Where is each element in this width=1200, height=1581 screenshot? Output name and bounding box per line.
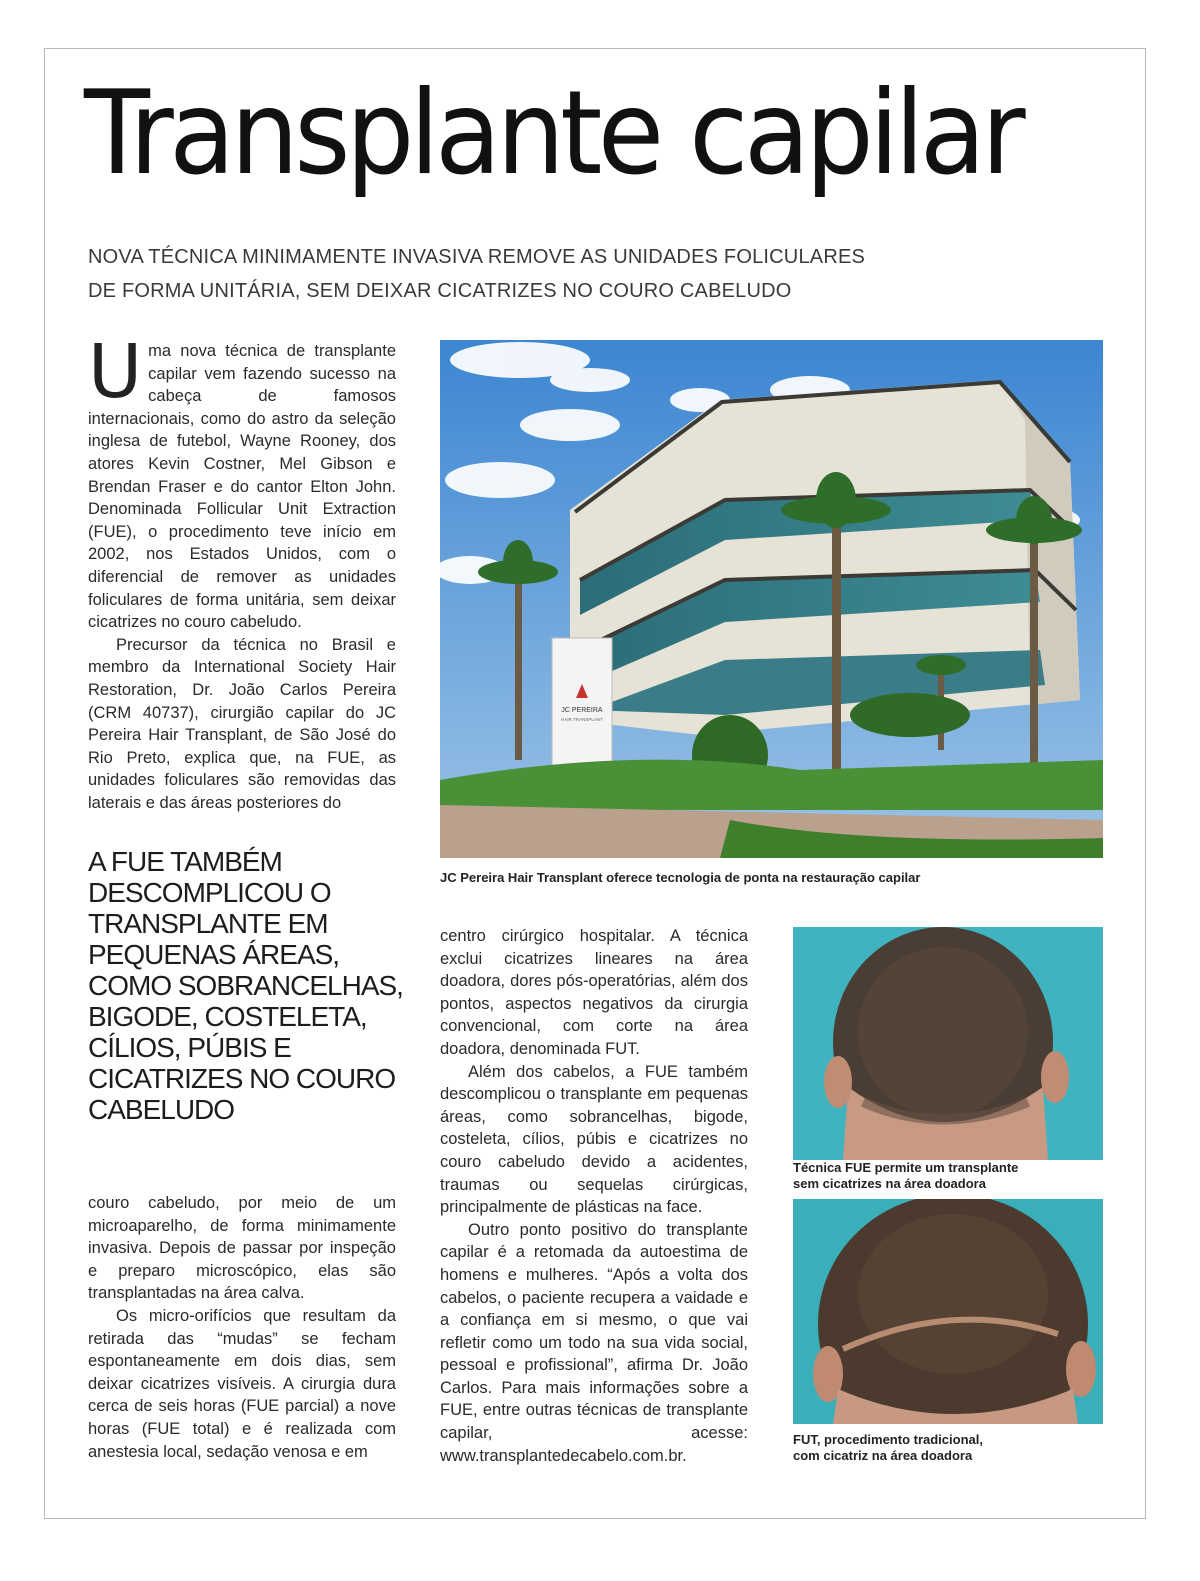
fut-photo-caption <box>793 1432 1103 1464</box>
fut-photo <box>793 1199 1103 1424</box>
caption-line: FUT, procedimento tradicional, <box>793 1432 983 1447</box>
paragraph: centro cirúrgico hospitalar. A técnica exclui cicatrizes lineares na área doadora, dores pós-operatórias, além dos pontos, aspectos negativos da cirurgia convencional, com corte na área doadora, denominada FUT. <box>440 927 748 1058</box>
article-column-1-bottom <box>88 1192 396 1463</box>
fut-head-illustration <box>793 1199 1103 1424</box>
building-illustration <box>440 340 1103 858</box>
paragraph: Além dos cabelos, a FUE também descomplicou o transplante em pequenas áreas, como sobrancelhas, bigode, costeleta, cílios, púbis e cicatrizes no couro cabeludo devido a acidentes, traumas ou sequelas cirúrgicas, principalmente de plásticas na face. <box>440 1062 748 1217</box>
paragraph: Precursor da técnica no Brasil e membro da International Society Hair Restoration, Dr. João Carlos Pereira (CRM 40737), cirurgião capilar do JC Pereira Hair Transplant, de São José do Rio Preto, explica que, na FUE, as unidades foliculares são removidas das laterais e das áreas posteriores do <box>88 635 396 812</box>
fue-photo-caption <box>793 1160 1103 1192</box>
subtitle-line: NOVA TÉCNICA MINIMAMENTE INVASIVA REMOVE AS UNIDADES FOLICULARES <box>88 246 866 268</box>
drop-cap: U <box>88 329 143 415</box>
pull-quote: A FUE TAMBÉM DESCOMPLICOU O TRANSPLANTE EM PEQUENAS ÁREAS, COMO SOBRANCELHAS, BIGODE, COSTELETA, CÍLIOS, PÚBIS E CICATRIZES NO COURO CABELUDO <box>88 846 403 1125</box>
building-photo-caption: JC Pereira Hair Transplant oferece tecnologia de ponta na restauração capilar <box>440 870 921 885</box>
sign-subtitle: HAIR TRANSPLANT <box>561 717 603 722</box>
caption-line: com cicatriz na área doadora <box>793 1448 973 1463</box>
paragraph-text: ma nova técnica de transplante capilar vem fazendo sucesso na cabeça de famosos internacionais, como do astro da seleção inglesa de futebol, Wayne Rooney, dos atores Kevin Costner, Mel Gibson e Brendan Fraser e do cantor Elton John. Denominada Follicular Unit Extraction (FUE), o procedimento teve início em 2002, nos Estados Unidos, com o diferencial de remover as unidades foliculares de forma unitária, sem deixar cicatrizes no couro cabeludo. <box>88 342 396 632</box>
fue-photo <box>793 927 1103 1160</box>
article-column-1-top <box>88 329 396 814</box>
subtitle-line: DE FORMA UNITÁRIA, SEM DEIXAR CICATRIZES NO COURO CABELUDO <box>88 280 792 302</box>
article-title: Transplante capilar <box>84 66 1021 201</box>
article-column-2 <box>440 925 748 1467</box>
caption-line: sem cicatrizes na área doadora <box>793 1176 986 1191</box>
sign-name: JC PEREIRA <box>561 707 603 714</box>
paragraph <box>88 329 396 634</box>
fue-head-illustration <box>793 927 1103 1160</box>
caption-line: Técnica FUE permite um transplante <box>793 1160 1019 1175</box>
paragraph: Os micro-orifícios que resultam da retirada das “mudas” se fecham espontaneamente em dois dias, sem deixar cicatrizes visíveis. A cirurgia dura cerca de seis horas (FUE parcial) a nove horas (FUE total) e é realizada com anestesia local, sedação venosa e em <box>88 1306 396 1461</box>
building-photo <box>440 340 1103 858</box>
paragraph: Outro ponto positivo do transplante capilar é a retomada da autoestima de homens e mulheres. “Após a volta dos cabelos, o paciente recupera a vaidade e a confiança em si mesmo, o que vai refletir como um todo na sua vida social, pessoal e profissional”, afirma Dr. João Carlos. Para mais informações sobre a FUE, entre outras técnicas de transplante capilar, acesse: www.transplantedecabelo.com.br. <box>440 1220 748 1465</box>
paragraph: couro cabeludo, por meio de um microaparelho, de forma minimamente invasiva. Depois de passar por inspeção e preparo microscópico, elas são transplantadas na área calva. <box>88 1194 396 1303</box>
article-subtitle <box>88 240 866 308</box>
